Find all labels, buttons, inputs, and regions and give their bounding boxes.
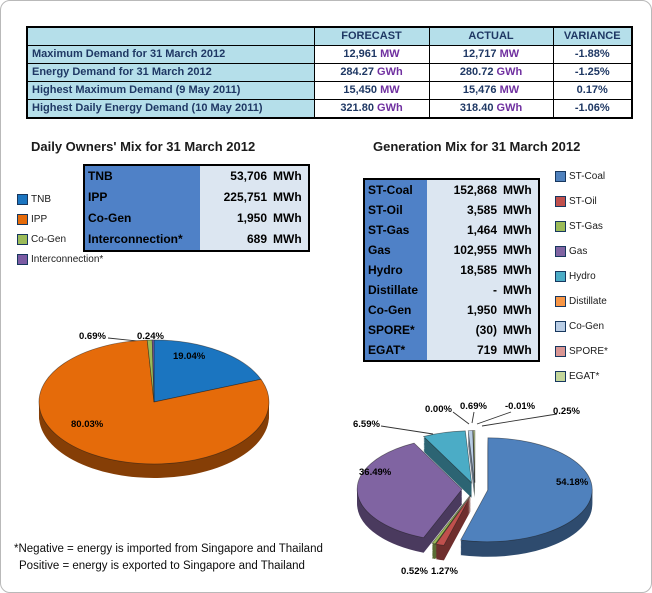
legend-swatch [17, 254, 28, 265]
generation-mix-legend [555, 171, 608, 396]
mix-label: IPP [84, 187, 200, 208]
mix-value: 1,464 [427, 220, 497, 240]
pie-label-ipp: 80.03% [71, 419, 104, 430]
pie-label-stgas: 0.52% [401, 566, 428, 577]
summary-row [27, 100, 632, 119]
summary-row-label: Highest Daily Energy Demand (10 May 2011) [27, 100, 314, 119]
leader-line [482, 414, 557, 426]
value-unit: GWh [493, 66, 523, 78]
mix-unit: MWh [497, 320, 539, 340]
value-unit: GWh [373, 102, 403, 114]
owners-mix-title: Daily Owners' Mix for 31 March 2012 [31, 139, 256, 154]
leader-line [453, 412, 469, 424]
summary-row-label: Energy Demand for 31 March 2012 [27, 64, 314, 82]
mix-label: ST-Gas [364, 220, 427, 240]
legend-swatch [555, 246, 566, 257]
legend-item [555, 246, 608, 257]
summary-actual [429, 82, 553, 100]
mix-value: 1,950 [200, 208, 267, 229]
footnote [14, 541, 323, 575]
value-number: 15,476 [462, 84, 497, 96]
legend-item [555, 346, 608, 357]
generation-mix-table [363, 178, 540, 362]
footnote-line-1: *Negative = energy is imported from Singapore and Thailand [14, 543, 323, 555]
summary-row-label: Maximum Demand for 31 March 2012 [27, 46, 314, 64]
mix-row [364, 280, 539, 300]
pie-label-distillate: 0.00% [425, 404, 452, 415]
legend-label: TNB [31, 194, 51, 205]
mix-row [84, 229, 309, 251]
legend-item [555, 171, 608, 182]
summary-variance: -1.06% [553, 100, 632, 119]
value-number: 12,717 [462, 48, 497, 60]
generation-mix-title: Generation Mix for 31 March 2012 [373, 139, 581, 154]
summary-actual [429, 100, 553, 119]
mix-value: 719 [427, 340, 497, 361]
summary-actual [429, 64, 553, 82]
pie-label-stoil: 1.27% [431, 566, 458, 577]
pie-label-interconnection: 0.24% [137, 331, 164, 342]
summary-row [27, 82, 632, 100]
footnote-line-2: Positive = energy is exported to Singapore and Thailand [19, 560, 305, 572]
mix-value: 102,955 [427, 240, 497, 260]
mix-value: - [427, 280, 497, 300]
legend-label: Co-Gen [31, 234, 67, 245]
value-unit: MW [377, 48, 400, 60]
pie-label-gas: 36.49% [359, 467, 392, 478]
mix-row [364, 179, 539, 200]
leader-line [472, 412, 474, 423]
summary-header-variance: VARIANCE [553, 27, 632, 46]
mix-row [84, 187, 309, 208]
legend-label: EGAT* [569, 371, 600, 382]
mix-value: (30) [427, 320, 497, 340]
legend-item [555, 271, 608, 282]
summary-actual [429, 46, 553, 64]
legend-label: Distillate [569, 296, 607, 307]
legend-label: IPP [31, 214, 48, 225]
mix-value: 3,585 [427, 200, 497, 220]
summary-header-empty [27, 27, 314, 46]
mix-unit: MWh [497, 220, 539, 240]
legend-swatch [555, 346, 566, 357]
mix-label: TNB [84, 165, 200, 187]
mix-unit: MWh [497, 200, 539, 220]
legend-swatch [555, 321, 566, 332]
legend-swatch [17, 194, 28, 205]
summary-row [27, 64, 632, 82]
mix-label: EGAT* [364, 340, 427, 361]
summary-row-label: Highest Maximum Demand (9 May 2011) [27, 82, 314, 100]
legend-swatch [555, 371, 566, 382]
mix-value: 1,950 [427, 300, 497, 320]
mix-unit: MWh [267, 208, 309, 229]
summary-table [26, 26, 633, 119]
legend-label: ST-Oil [569, 196, 597, 207]
mix-value: 689 [200, 229, 267, 251]
legend-swatch [555, 196, 566, 207]
pie-label-hydro: 6.59% [353, 419, 380, 430]
legend-item [17, 254, 103, 265]
legend-label: Interconnection* [31, 254, 104, 265]
summary-row [27, 46, 632, 64]
mix-row [364, 200, 539, 220]
summary-variance: 0.17% [553, 82, 632, 100]
mix-row [364, 220, 539, 240]
legend-item [555, 196, 608, 207]
legend-swatch [555, 171, 566, 182]
mix-label: Co-Gen [364, 300, 427, 320]
mix-value: 225,751 [200, 187, 267, 208]
mix-unit: MWh [497, 340, 539, 361]
mix-value: 152,868 [427, 179, 497, 200]
summary-forecast [314, 82, 429, 100]
legend-swatch [555, 296, 566, 307]
summary-forecast [314, 100, 429, 119]
summary-forecast [314, 64, 429, 82]
mix-unit: MWh [497, 179, 539, 200]
leader-line [381, 426, 433, 434]
owners-pie-chart [21, 326, 291, 491]
legend-item [555, 221, 608, 232]
pie-label-tnb: 19.04% [173, 351, 206, 362]
value-unit: MW [377, 84, 400, 96]
value-unit: MW [496, 48, 520, 60]
value-number: 321.80 [340, 102, 374, 114]
mix-label: Hydro [364, 260, 427, 280]
summary-header-row [27, 27, 632, 46]
pie-label-egat: 0.25% [553, 406, 580, 417]
mix-row [364, 300, 539, 320]
mix-unit: MWh [497, 300, 539, 320]
mix-unit: MWh [497, 260, 539, 280]
legend-label: Hydro [569, 271, 596, 282]
mix-row [364, 240, 539, 260]
legend-item [555, 296, 608, 307]
mix-row [84, 208, 309, 229]
mix-label: Co-Gen [84, 208, 200, 229]
mix-label: Gas [364, 240, 427, 260]
pie-label-cogen: 0.69% [79, 331, 106, 342]
value-number: 12,961 [343, 48, 378, 60]
mix-label: Interconnection* [84, 229, 200, 251]
legend-item [555, 371, 608, 382]
legend-label: ST-Coal [569, 171, 606, 182]
mix-row [84, 165, 309, 187]
generation-pie-chart [341, 401, 641, 576]
mix-unit: MWh [267, 187, 309, 208]
summary-header-forecast: FORECAST [314, 27, 429, 46]
legend-label: ST-Gas [569, 221, 603, 232]
pie-label-stcoal: 54.18% [556, 477, 589, 488]
mix-label: SPORE* [364, 320, 427, 340]
mix-unit: MWh [267, 229, 309, 251]
owners-mix-table [83, 164, 310, 252]
summary-header-actual: ACTUAL [429, 27, 553, 46]
mix-row [364, 260, 539, 280]
value-number: 318.40 [459, 102, 494, 114]
summary-forecast [314, 46, 429, 64]
value-number: 280.72 [459, 66, 494, 78]
value-number: 15,450 [343, 84, 378, 96]
legend-label: Co-Gen [569, 321, 605, 332]
mix-unit: MWh [267, 165, 309, 187]
mix-value: 18,585 [427, 260, 497, 280]
value-unit: MW [496, 84, 520, 96]
legend-swatch [17, 234, 28, 245]
legend-swatch [555, 221, 566, 232]
mix-unit: MWh [497, 240, 539, 260]
mix-label: Distillate [364, 280, 427, 300]
summary-variance: -1.25% [553, 64, 632, 82]
value-number: 284.27 [340, 66, 374, 78]
mix-label: ST-Coal [364, 179, 427, 200]
mix-value: 53,706 [200, 165, 267, 187]
mix-label: ST-Oil [364, 200, 427, 220]
pie-label-cogen2: 0.69% [460, 401, 487, 412]
legend-item [555, 321, 608, 332]
mix-row [364, 320, 539, 340]
legend-label: Gas [569, 246, 588, 257]
mix-row [364, 340, 539, 361]
value-unit: GWh [493, 102, 523, 114]
pie-label-spore: -0.01% [505, 401, 536, 412]
summary-variance: -1.88% [553, 46, 632, 64]
value-unit: GWh [373, 66, 403, 78]
legend-label: SPORE* [569, 346, 608, 357]
legend-swatch [17, 214, 28, 225]
mix-unit: MWh [497, 280, 539, 300]
legend-swatch [555, 271, 566, 282]
